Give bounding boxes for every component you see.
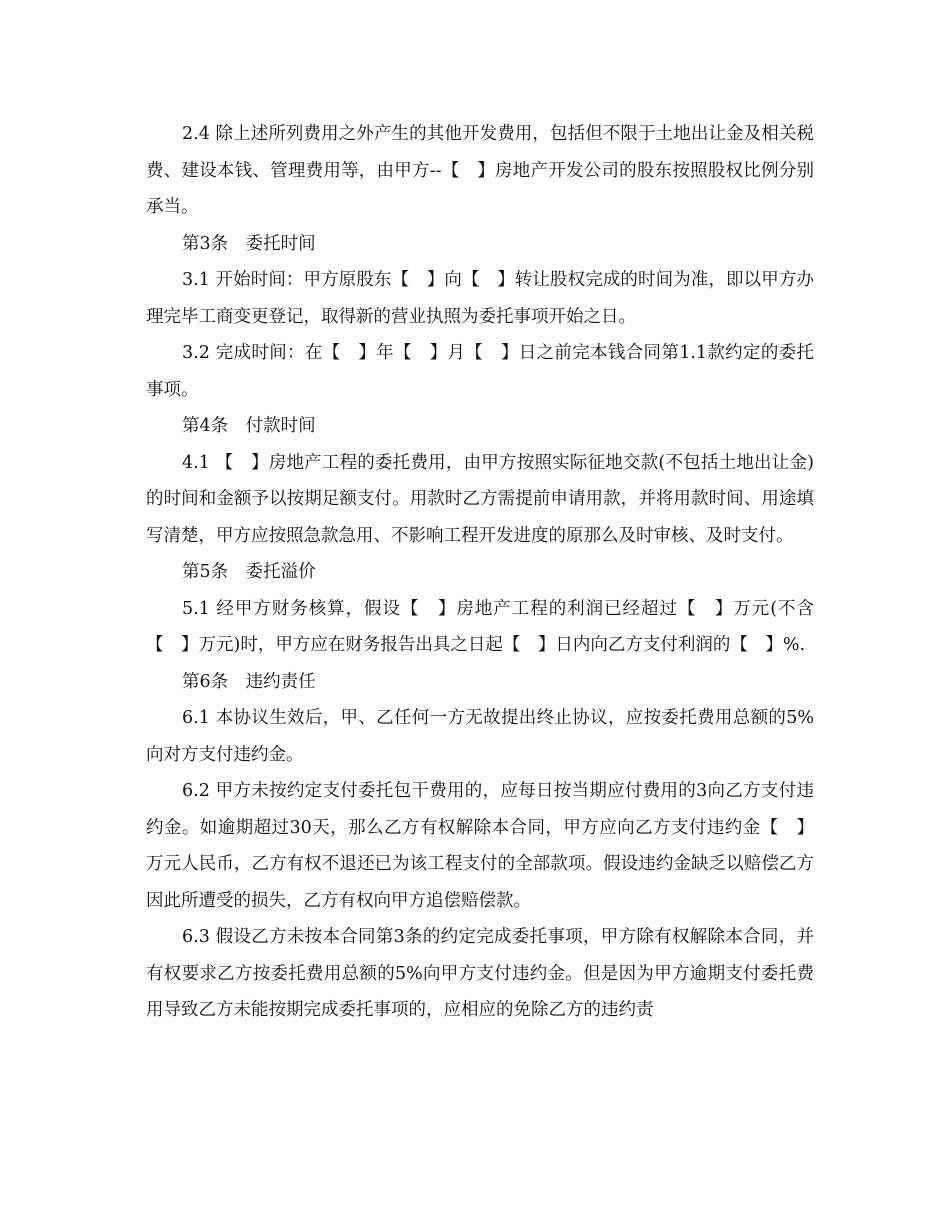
article-5-heading: 第5条 委托溢价 xyxy=(182,562,316,582)
article-6-heading: 第6条 违约责任 xyxy=(182,671,316,692)
article-3-heading: 第3条 委托时间 xyxy=(182,233,316,254)
clause-6-2: 6.2 甲方未按约定支付委托包干费用的，应每日按当期应付费用的3向乙方支付违约金。如逾期超过30天，那么乙方有权解除本合同，甲方应向乙方支付违约金【 】万元人民币，乙方有权不退还已为该工程支付的全部款项。假设违约金缺乏以赔偿乙方因此所遭受的损失，乙方有权向甲方追偿赔偿款。 xyxy=(146,781,814,911)
clause-4-1: 4.1 【 】房地产工程的委托费用，由甲方按照实际征地交款(不包括土地出让金)的时间和金额予以按期足额支付。用款时乙方需提前申请用款，并将用款时间、用途填写清楚，甲方应按照急款急用、不影响工程开发进度的原那么及时审核、及时支付。 xyxy=(146,452,814,546)
contract-body xyxy=(146,116,814,1029)
clause-2-4: 2.4 除上述所列费用之外产生的其他开发费用，包括但不限于土地出让金及相关税费、建设本钱、管理费用等，由甲方--【 】房地产开发公司的股东按照股权比例分别承当。 xyxy=(146,124,814,217)
article-4-heading: 第4条 付款时间 xyxy=(182,416,316,436)
clause-6-1: 6.1 本协议生效后，甲、乙任何一方无故提出终止协议，应按委托费用总额的5%向对方支付违约金。 xyxy=(146,708,814,765)
clause-3-2: 3.2 完成时间：在【 】年【 】月【 】日之前完本钱合同第1.1款约定的委托事项。 xyxy=(146,343,814,400)
clause-5-1: 5.1 经甲方财务核算，假设【 】房地产工程的利润已经超过【 】万元(不含【 】万元)时，甲方应在财务报告出具之日起【 】日内向乙方支付利润的【 】%. xyxy=(146,598,814,655)
clause-3-1: 3.1 开始时间：甲方原股东【 】向【 】转让股权完成的时间为准，即以甲方办理完毕工商变更登记，取得新的营业执照为委托事项开始之日。 xyxy=(146,270,814,327)
clause-6-3: 6.3 假设乙方未按本合同第3条的约定完成委托事项，甲方除有权解除本合同，并有权要求乙方按委托费用总额的5%向甲方支付违约金。但是因为甲方逾期支付委托费用导致乙方未能按期完成委托事项的，应相应的免除乙方的违约责 xyxy=(146,927,814,1020)
